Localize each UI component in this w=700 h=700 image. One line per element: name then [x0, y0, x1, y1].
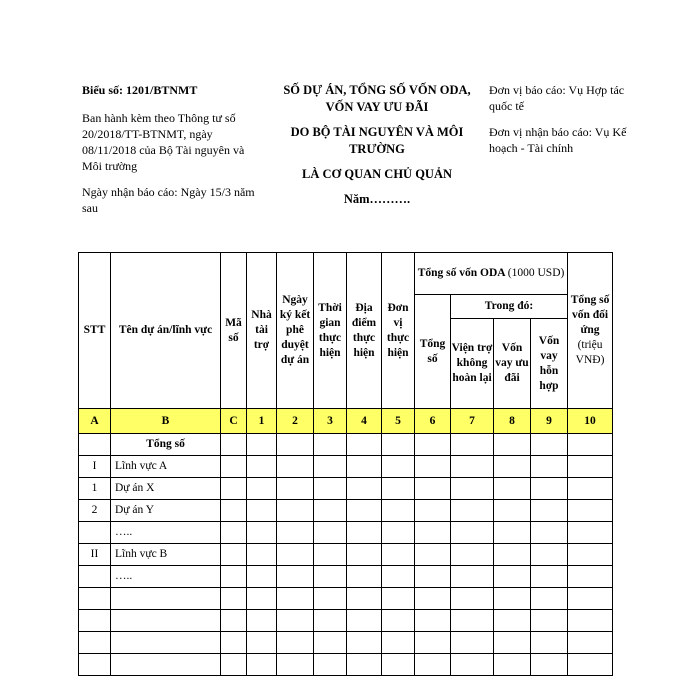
table-cell — [415, 544, 451, 566]
title-year: Năm………. — [343, 192, 411, 206]
table-cell — [221, 654, 247, 676]
row-name: Lĩnh vực B — [111, 544, 221, 566]
table-cell — [247, 478, 277, 500]
table-cell — [277, 566, 314, 588]
column-code-row — [79, 409, 613, 434]
header-concessional: Vốn vay ưu đãi — [494, 319, 531, 409]
table-cell — [382, 544, 415, 566]
table-cell — [347, 588, 382, 610]
table-cell — [277, 434, 314, 456]
table-cell — [494, 610, 531, 632]
row-stt — [79, 654, 111, 676]
table-cell — [277, 522, 314, 544]
table-cell — [382, 478, 415, 500]
issued-with: Ban hành kèm theo Thông tư số 20/2018/TT-BTNMT, ngày 08/11/2018 của Bộ Tài nguyên và Môi trường — [82, 111, 245, 173]
table-cell — [247, 588, 277, 610]
row-stt — [79, 610, 111, 632]
table-cell — [221, 610, 247, 632]
table-cell — [347, 566, 382, 588]
column-code: A — [79, 409, 111, 434]
table-cell — [247, 610, 277, 632]
table-cell — [314, 588, 347, 610]
table-cell — [494, 456, 531, 478]
column-code: 8 — [494, 409, 531, 434]
header-grant: Viện trợ không hoàn lại — [451, 319, 494, 409]
column-code: C — [221, 409, 247, 434]
header-oda-label: Tổng số vốn ODA — [417, 267, 505, 279]
table-cell — [277, 456, 314, 478]
form-info — [82, 82, 262, 226]
table-cell — [314, 500, 347, 522]
table-cell — [415, 654, 451, 676]
table-cell — [382, 456, 415, 478]
table-cell — [221, 522, 247, 544]
row-stt — [79, 522, 111, 544]
table-cell — [221, 544, 247, 566]
header-counterpart-unit: (triệu VNĐ) — [575, 339, 605, 366]
table-row — [79, 456, 613, 478]
table-cell — [347, 632, 382, 654]
table-cell — [347, 522, 382, 544]
table-cell — [494, 566, 531, 588]
table-cell — [247, 434, 277, 456]
table-cell — [568, 654, 613, 676]
table-cell — [531, 566, 568, 588]
row-stt — [79, 434, 111, 456]
table-cell — [347, 610, 382, 632]
header-donor: Nhà tài trợ — [247, 253, 277, 409]
table-cell — [347, 478, 382, 500]
title-line-2: DO BỘ TÀI NGUYÊN VÀ MÔI TRƯỜNG — [290, 125, 464, 156]
header-of-which: Trong đó: — [451, 295, 568, 319]
column-code: 1 — [247, 409, 277, 434]
table-cell — [247, 654, 277, 676]
table-row — [79, 544, 613, 566]
table-cell — [347, 456, 382, 478]
table-cell — [531, 632, 568, 654]
table-cell — [247, 544, 277, 566]
row-stt — [79, 632, 111, 654]
table-cell — [568, 544, 613, 566]
table-cell — [382, 610, 415, 632]
table-cell — [568, 632, 613, 654]
table-cell — [568, 434, 613, 456]
table-cell — [531, 544, 568, 566]
table-cell — [314, 566, 347, 588]
row-stt — [79, 566, 111, 588]
header-sign-date: Ngày ký kết phê duyệt dự án — [277, 253, 314, 409]
table-cell — [568, 522, 613, 544]
row-stt: I — [79, 456, 111, 478]
table-cell — [415, 456, 451, 478]
row-name: Lĩnh vực A — [111, 456, 221, 478]
table-cell — [415, 500, 451, 522]
row-name — [111, 632, 221, 654]
table-cell — [221, 566, 247, 588]
receiving-unit: Đơn vị nhận báo cáo: Vụ Kế hoạch - Tài chính — [489, 125, 627, 155]
table-cell — [277, 478, 314, 500]
table-row — [79, 500, 613, 522]
table-cell — [314, 478, 347, 500]
table-cell — [451, 456, 494, 478]
table-cell — [451, 544, 494, 566]
table-cell — [494, 632, 531, 654]
table-cell — [415, 522, 451, 544]
table-cell — [494, 588, 531, 610]
column-code: 7 — [451, 409, 494, 434]
table-cell — [314, 456, 347, 478]
table-cell — [531, 456, 568, 478]
row-name: ….. — [111, 566, 221, 588]
table-cell — [568, 456, 613, 478]
header-oda-unit: (1000 USD) — [507, 267, 565, 279]
column-code: 5 — [382, 409, 415, 434]
table-cell — [382, 522, 415, 544]
table-cell — [531, 522, 568, 544]
table-cell — [451, 434, 494, 456]
column-code: 2 — [277, 409, 314, 434]
table-cell — [531, 654, 568, 676]
table-cell — [221, 434, 247, 456]
table-cell — [247, 456, 277, 478]
row-name — [111, 610, 221, 632]
table-cell — [415, 566, 451, 588]
column-code: B — [111, 409, 221, 434]
table-cell — [568, 478, 613, 500]
table-cell — [451, 478, 494, 500]
table-cell — [415, 478, 451, 500]
table-cell — [451, 632, 494, 654]
header-location: Địa điểm thực hiện — [347, 253, 382, 409]
row-stt: II — [79, 544, 111, 566]
table-cell — [568, 500, 613, 522]
table-cell — [314, 522, 347, 544]
header-oda-group — [415, 253, 568, 295]
table-cell — [277, 632, 314, 654]
table-row — [79, 434, 613, 456]
table-cell — [247, 500, 277, 522]
table-cell — [451, 654, 494, 676]
table-cell — [531, 588, 568, 610]
table-row — [79, 610, 613, 632]
table-cell — [531, 478, 568, 500]
table-cell — [347, 654, 382, 676]
column-code: 9 — [531, 409, 568, 434]
table-cell — [382, 566, 415, 588]
table-cell — [494, 434, 531, 456]
row-name: ….. — [111, 522, 221, 544]
form-code: Biểu số: 1201/BTNMT — [82, 83, 198, 97]
table-cell — [494, 544, 531, 566]
table-cell — [494, 522, 531, 544]
table-cell — [451, 500, 494, 522]
table-row — [79, 588, 613, 610]
column-code: 6 — [415, 409, 451, 434]
table-cell — [221, 588, 247, 610]
row-name: Dự án Y — [111, 500, 221, 522]
row-name — [111, 654, 221, 676]
table-cell — [347, 544, 382, 566]
table-cell — [221, 500, 247, 522]
column-code: 3 — [314, 409, 347, 434]
table-cell — [568, 610, 613, 632]
table-cell — [382, 632, 415, 654]
table-row — [79, 632, 613, 654]
table-cell — [415, 434, 451, 456]
table-cell — [494, 478, 531, 500]
table-cell — [494, 500, 531, 522]
header-unit: Đơn vị thực hiện — [382, 253, 415, 409]
report-table — [78, 252, 613, 676]
table-cell — [531, 500, 568, 522]
header-code: Mã số — [221, 253, 247, 409]
table-cell — [314, 654, 347, 676]
table-cell — [415, 610, 451, 632]
title-line-1: SỐ DỰ ÁN, TỔNG SỐ VỐN ODA, VỐN VAY ƯU ĐÃI — [283, 83, 471, 114]
row-stt: 2 — [79, 500, 111, 522]
header-mixed: Vốn vay hỗn hợp — [531, 319, 568, 409]
table-cell — [221, 456, 247, 478]
table-cell — [314, 610, 347, 632]
reporting-unit: Đơn vị báo cáo: Vụ Hợp tác quốc tế — [489, 83, 625, 113]
table-cell — [451, 588, 494, 610]
table-cell — [314, 632, 347, 654]
receive-date: Ngày nhận báo cáo: Ngày 15/3 năm sau — [82, 185, 255, 215]
row-name — [111, 588, 221, 610]
table-row — [79, 522, 613, 544]
column-code: 4 — [347, 409, 382, 434]
table-cell — [347, 434, 382, 456]
table-row — [79, 478, 613, 500]
table-cell — [247, 632, 277, 654]
table-cell — [382, 654, 415, 676]
header-stt: STT — [79, 253, 111, 409]
header-counterpart — [568, 253, 613, 409]
table-row — [79, 654, 613, 676]
table-cell — [382, 588, 415, 610]
table-cell — [451, 522, 494, 544]
table-cell — [247, 566, 277, 588]
report-title — [272, 82, 482, 216]
header-counterpart-label: Tổng số vốn đối ứng — [570, 294, 610, 336]
table-cell — [277, 610, 314, 632]
table-cell — [531, 434, 568, 456]
table-cell — [531, 610, 568, 632]
table-cell — [382, 500, 415, 522]
table-cell — [314, 544, 347, 566]
table-cell — [277, 500, 314, 522]
table-cell — [451, 566, 494, 588]
report-units — [489, 82, 629, 166]
table-cell — [277, 588, 314, 610]
table-cell — [221, 632, 247, 654]
table-cell — [277, 654, 314, 676]
header-name: Tên dự án/lĩnh vực — [111, 253, 221, 409]
table-cell — [247, 522, 277, 544]
title-line-3: LÀ CƠ QUAN CHỦ QUẢN — [302, 167, 452, 181]
row-stt: 1 — [79, 478, 111, 500]
table-row — [79, 566, 613, 588]
header-total: Tổng số — [415, 295, 451, 409]
table-cell — [494, 654, 531, 676]
row-name: Tổng số — [111, 434, 221, 456]
header-duration: Thời gian thực hiện — [314, 253, 347, 409]
table-cell — [314, 434, 347, 456]
table-cell — [221, 478, 247, 500]
table-cell — [347, 500, 382, 522]
table-cell — [568, 588, 613, 610]
table-cell — [568, 566, 613, 588]
table-cell — [277, 544, 314, 566]
row-name: Dự án X — [111, 478, 221, 500]
column-code: 10 — [568, 409, 613, 434]
table-cell — [415, 588, 451, 610]
table-cell — [451, 610, 494, 632]
table-cell — [415, 632, 451, 654]
row-stt — [79, 588, 111, 610]
table-cell — [382, 434, 415, 456]
